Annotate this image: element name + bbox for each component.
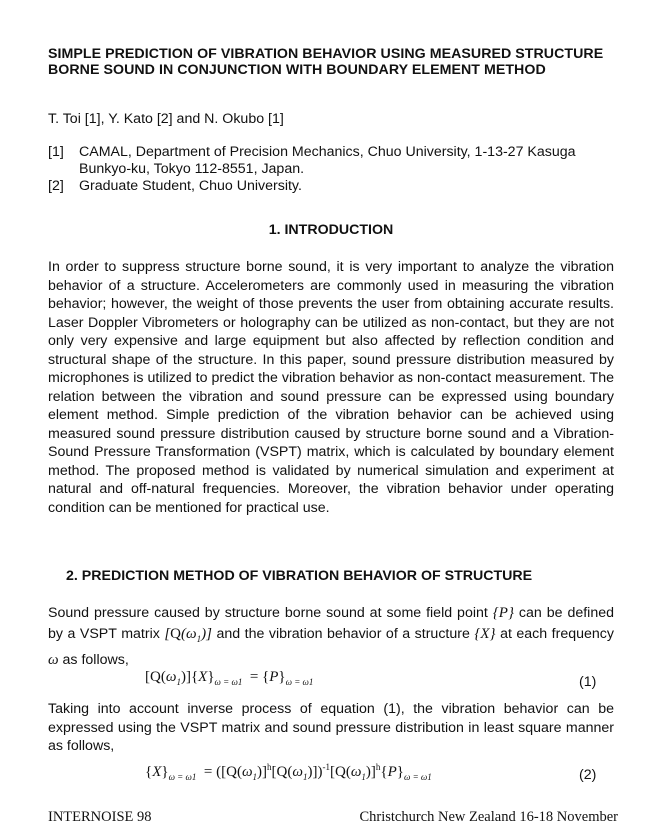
author-list: T. Toi [1], Y. Kato [2] and N. Okubo [1]	[48, 111, 284, 127]
affiliation-1	[48, 144, 628, 178]
footer-location-date: Christchurch New Zealand 16-18 November	[359, 809, 618, 825]
affiliation-number: [2]	[48, 177, 64, 194]
frequency-symbol: ω	[48, 652, 59, 668]
method-paragraph-2: Taking into account inverse process of equation (1), the vibration behavior can be expressed using the VSPT matrix and sound pressure distribution in least square manner as follows,	[48, 701, 614, 754]
section-heading-prediction-method: 2. PREDICTION METHOD OF VIBRATION BEHAVIOR OF STRUCTURE	[66, 568, 533, 584]
field-point-symbol: {P}	[492, 605, 514, 621]
equation-1-number: (1)	[579, 674, 597, 690]
footer-conference: INTERNOISE 98	[48, 809, 152, 825]
affiliations	[48, 144, 628, 194]
introduction-paragraph: In order to suppress structure borne sound, it is very important to analyze the vibration behavior of a structure. Accelerometers are commonly used in measuring the vibration behavior; however, the weight of those prevents the user from obtaining accurate results. Laser Doppler Vibrometers or holography can be utilized as non-contact, but they are not only very expensive and large equipment but also affected by reflection condition and structural shape of the structure. In this paper, sound pressure distribution measured by microphones is utilized to predict the vibration behavior as non-contact measurement. The relation between the vibration and sound pressure can be expressed using boundary element method. Simple prediction of the vibration behavior can be achieved using measured sound pressure distribution caused by structure borne sound and a Vibration-Sound Pressure Transformation (VSPT) matrix, which is calculated by boundary element method. The proposed method is validated by numerical simulation and experiment at natural and off-natural frequencies. Moreover, the vibration behavior under operating condition can be mentioned for practical use.	[48, 259, 614, 516]
paper-title: SIMPLE PREDICTION OF VIBRATION BEHAVIOR USING MEASURED STRUCTURE BORNE SOUND IN CONJUNCTION WITH BOUNDARY ELEMENT METHOD	[48, 46, 604, 79]
equation-1: $[Q(\omega_1)]\{X\}_{\omega = \omega 1} = \{P\}_{\omega = \omega 1}$	[145, 669, 314, 687]
affiliation-number: [1]	[48, 144, 64, 160]
affiliation-text: Graduate Student, Chuo University.	[79, 177, 302, 194]
section-heading-introduction: 1. INTRODUCTION	[268, 222, 394, 238]
method-paragraph-1: Sound pressure caused by structure borne sound at some field point {P} can be defined by a VSPT matrix $[Q(\omega_1)]$ and the vibration behavior of a structure {X} at each frequency ω as follows,	[48, 605, 614, 668]
affiliation-2	[48, 178, 628, 195]
equation-2-number: (2)	[579, 767, 597, 783]
vibration-symbol: {X}	[474, 626, 496, 642]
affiliation-text: CAMAL, Department of Precision Mechanics, Chuo University, 1-13-27 Kasuga Bunkyo-ku, Tokyo 112-8551, Japan.	[79, 144, 576, 177]
equation-2: $\{X\}_{\omega = \omega 1} = ([Q(\omega_1)]^h[Q(\omega_1)])^{-1}[Q(\omega_1)]^h\{P\}_{\omega = \omega 1}$	[145, 762, 432, 782]
vspt-matrix-symbol: $[Q(\omega_1)]$	[164, 626, 212, 644]
